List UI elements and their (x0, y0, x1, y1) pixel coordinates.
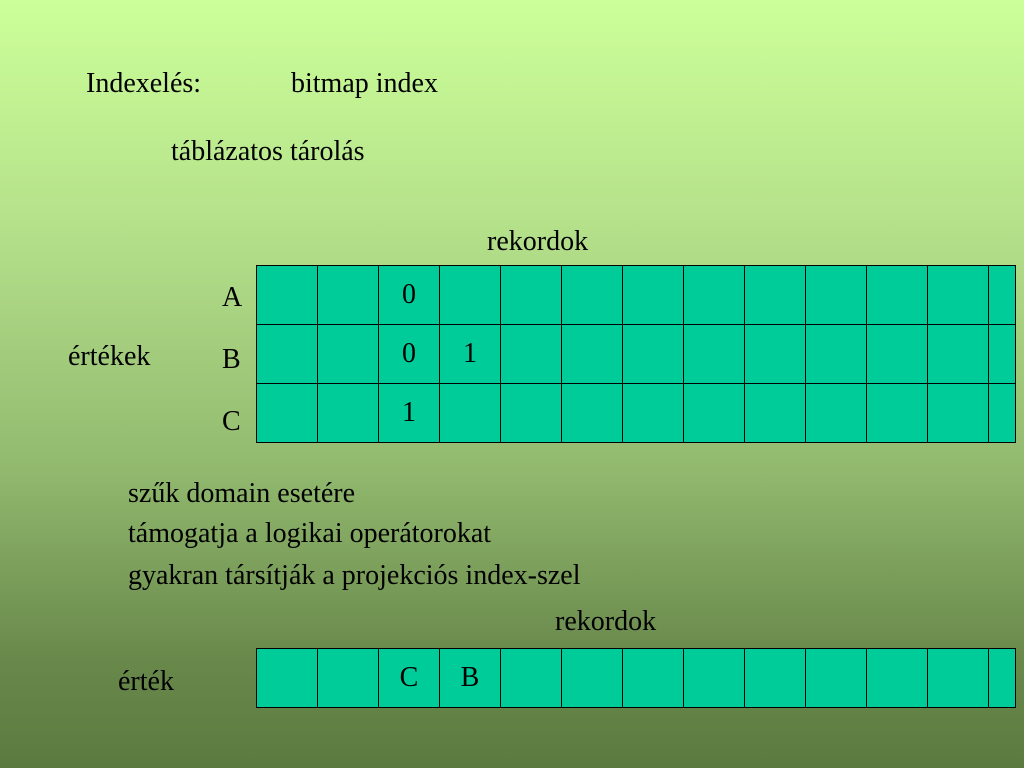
slide-title: Indexelés: (86, 68, 202, 99)
projection-cell: C (379, 649, 440, 708)
projection-cell (928, 649, 989, 708)
bitmap-cell (623, 384, 684, 443)
projection-cell (806, 649, 867, 708)
bitmap-cell (928, 325, 989, 384)
bitmap-cell (257, 325, 318, 384)
bitmap-cell (257, 266, 318, 325)
bitmap-row-label: A (222, 282, 243, 313)
note-line: gyakran társítják a projekciós index-szel (128, 560, 581, 591)
bitmap-cell (745, 325, 806, 384)
bitmap-cell (684, 266, 745, 325)
bitmap-cell: 0 (379, 325, 440, 384)
bitmap-cell (806, 384, 867, 443)
bitmap-row (257, 325, 1016, 384)
bitmap-cell (989, 384, 1016, 443)
bitmap-cell (501, 325, 562, 384)
bitmap-cell (318, 325, 379, 384)
bitmap-cell (318, 266, 379, 325)
bitmap-cell (562, 325, 623, 384)
slide-subtitle: bitmap index (291, 68, 438, 99)
projection-table (256, 648, 1016, 708)
projection-row (257, 649, 1016, 708)
bitmap-row-header: értékek (68, 341, 151, 372)
bitmap-cell: 0 (379, 266, 440, 325)
bitmap-cell (562, 384, 623, 443)
bitmap-cell (867, 325, 928, 384)
bitmap-cell: 1 (440, 325, 501, 384)
bitmap-cell (989, 325, 1016, 384)
projection-column-header: rekordok (555, 606, 657, 637)
projection-cell (501, 649, 562, 708)
bitmap-cell (440, 266, 501, 325)
bitmap-cell (745, 266, 806, 325)
bitmap-column-header: rekordok (487, 226, 589, 257)
projection-row-header: érték (118, 666, 174, 697)
bitmap-cell (928, 266, 989, 325)
bitmap-cell (501, 384, 562, 443)
bitmap-cell (684, 384, 745, 443)
bitmap-cell (562, 266, 623, 325)
bitmap-row (257, 266, 1016, 325)
bitmap-cell (318, 384, 379, 443)
note-line: támogatja a logikai operátorokat (128, 518, 492, 549)
bitmap-cell (806, 266, 867, 325)
bitmap-table (256, 265, 1016, 443)
projection-cell (318, 649, 379, 708)
bitmap-cell (623, 325, 684, 384)
bitmap-cell (989, 266, 1016, 325)
bitmap-cell (623, 266, 684, 325)
projection-cell (623, 649, 684, 708)
bitmap-cell: 1 (379, 384, 440, 443)
storage-label: táblázatos tárolás (171, 136, 365, 167)
bitmap-cell (745, 384, 806, 443)
projection-cell: B (440, 649, 501, 708)
bitmap-cell (684, 325, 745, 384)
projection-cell (745, 649, 806, 708)
bitmap-cell (440, 384, 501, 443)
projection-cell (257, 649, 318, 708)
bitmap-row-label: B (222, 344, 241, 375)
projection-cell (684, 649, 745, 708)
bitmap-cell (867, 384, 928, 443)
note-line: szűk domain esetére (128, 478, 356, 509)
bitmap-cell (928, 384, 989, 443)
projection-cell (989, 649, 1016, 708)
bitmap-row (257, 384, 1016, 443)
bitmap-cell (501, 266, 562, 325)
bitmap-row-label: C (222, 406, 241, 437)
bitmap-cell (257, 384, 318, 443)
bitmap-cell (806, 325, 867, 384)
bitmap-cell (867, 266, 928, 325)
projection-cell (867, 649, 928, 708)
projection-cell (562, 649, 623, 708)
